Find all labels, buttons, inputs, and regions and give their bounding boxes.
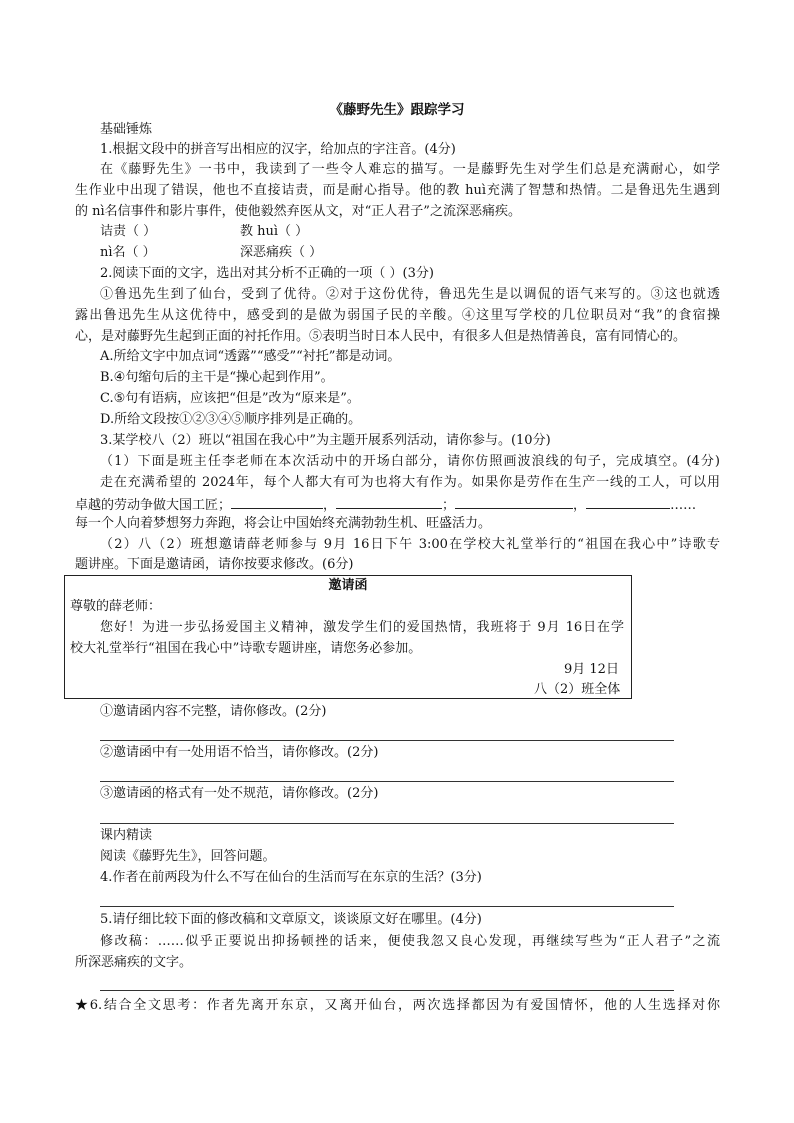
- answer-line-3[interactable]: [100, 823, 674, 824]
- q2-option-c: C.⑤句有语病，应该把“但是”改为“原来是”。: [100, 391, 360, 406]
- fill-blank-3[interactable]: [455, 494, 573, 509]
- answer-line-q5[interactable]: [100, 990, 674, 991]
- q1-passage-line-3: 的 nì名信事件和影片事件，使他毅然弃医从文，对“正人君子”之流深恶痛疾。: [75, 204, 521, 219]
- fill-blank-2[interactable]: [336, 494, 442, 509]
- letter-signer: 八（2）班全体: [534, 682, 621, 697]
- q1-answer-niming: nì名（ ）: [100, 245, 156, 260]
- q6-stem: ★6.结合全文思考：作者先离开东京，又离开仙台，两次选择都因为有爱国情怀，他的人生选择对你: [75, 998, 720, 1013]
- letter-body-line-2: 校大礼堂举行“祖国在我心中”诗歌专题讲座，请您务必参加。: [70, 641, 422, 656]
- q2-passage-line-3: 心，是对藤野先生起到正面的衬托作用。⑤表明当时日本人民中，有很多人但是热情善良，富有同情心的。: [75, 329, 687, 344]
- fill-blank-1[interactable]: [231, 494, 323, 509]
- reading-intro: 阅读《藤野先生》，回答问题。: [100, 849, 276, 864]
- answer-line-2[interactable]: [100, 781, 674, 782]
- q5-stem: 5.请仔细比较下面的修改稿和文章原文，谈谈原文好在哪里。(4分): [100, 912, 482, 927]
- q1-passage-line-2: 生作业中出现了错误，他也不直接诘责，而是耐心指导。他的教 huì充满了智慧和热情。二是鲁迅先生遇到: [75, 183, 720, 198]
- q1-answer-jiaohui: 教 huì（ ）: [240, 224, 309, 239]
- q1-answer-jieze: 诘责（ ）: [100, 224, 157, 239]
- letter-salutation: 尊敬的薛老师：: [70, 599, 162, 614]
- q2-passage-line-2: 露出鲁迅先生从这优待中，感受到的是做为弱国子民的辛酸。④这里写学校的几位职员对“我”的食宿操: [75, 308, 720, 323]
- punct-semicolon: ；: [442, 498, 456, 513]
- punct-comma: ，: [323, 498, 337, 513]
- q1-answer-shenwutongji: 深恶痛疾（ ）: [240, 245, 323, 260]
- q1-passage-line-1: 在《藤野先生》一书中，我读到了一些令人难忘的描写。一是藤野先生对学生们总是充满耐心，如学: [100, 162, 720, 177]
- q2-option-a: A.所给文字中加点词“透露”“感受”“衬托”都是动词。: [100, 349, 401, 364]
- q2-option-b: B.④句缩句后的主干是“操心起到作用”。: [100, 370, 334, 385]
- fill-blank-4[interactable]: [586, 494, 670, 509]
- q3-opening-line-3: 每一个人向着梦想努力奔跑，将会让中国始终充满勃勃生机、旺盛活力。: [75, 516, 492, 531]
- q3-sub2-prompt-line-1: （2）八（2）班想邀请薛老师参与 9月 16日下午 3:00在学校大礼堂举行的“祖国在我心中”诗歌专: [100, 537, 720, 552]
- punct-comma: ，: [573, 498, 587, 513]
- q5-draft-line-1: 修改稿：……似乎正要说出抑扬顿挫的话来，便使我忽又良心发现，再继续写些为“正人君子”之流: [100, 934, 720, 949]
- q5-draft-line-2: 所深恶痛疾的文字。: [75, 955, 193, 970]
- letter-date: 9月 12日: [564, 662, 619, 677]
- answer-line-1[interactable]: [100, 740, 674, 741]
- q3-opening-line-2: [75, 494, 696, 516]
- q3-sub2-prompt-line-2: 题讲座。下面是邀请函，请你按要求修改。(6分): [75, 557, 354, 572]
- q4-stem: 4.作者在前两段为什么不写在仙台的生活而写在东京的生活？(3分): [100, 870, 482, 885]
- revise-prompt-1: ①邀请函内容不完整，请你修改。(2分): [100, 704, 327, 719]
- letter-body-line-1: 您好！为进一步弘扬爱国主义精神，激发学生们的爱国热情，我班将于 9月 16日在学: [100, 620, 624, 635]
- page-title: 《藤野先生》跟踪学习: [329, 102, 465, 118]
- section-heading-reading: 课内精读: [100, 828, 153, 843]
- q2-option-d: D.所给文段按①②③④⑤顺序排列是正确的。: [100, 412, 362, 427]
- q2-passage-line-1: ①鲁迅先生到了仙台，受到了优待。②对于这份优待，鲁迅先生是以调侃的语气来写的。③这也就透: [100, 287, 720, 302]
- q1-stem: 1.根据文段中的拼音写出相应的汉字，给加点的字注音。(4分): [100, 142, 456, 157]
- answer-line-q4[interactable]: [100, 906, 674, 907]
- punct-ellipsis: ……: [670, 498, 697, 513]
- q3-stem: 3.某学校八（2）班以“祖国在我心中”为主题开展系列活动，请你参与。(10分): [100, 433, 551, 448]
- q3-sub1-prompt: （1）下面是班主任李老师在本次活动中的开场白部分，请你仿照画波浪线的句子，完成填空。(4分): [100, 454, 720, 469]
- q3-opening-line-1: 走在充满希望的 2024年，每个人都大有可为也将大有作为。如果你是劳作在生产一线的工人，可以用: [100, 475, 720, 490]
- revise-prompt-2: ②邀请函中有一处用语不恰当，请你修改。(2分): [100, 745, 379, 760]
- q3-opening-text: 卓越的劳动争做大国工匠；: [75, 498, 232, 513]
- letter-heading: 邀请函: [328, 578, 368, 593]
- revise-prompt-3: ③邀请函的格式有一处不规范，请你修改。(2分): [100, 786, 379, 801]
- q2-stem: 2.阅读下面的文字，选出对其分析不正确的一项（ ）(3分): [100, 266, 434, 281]
- section-heading-basic: 基础锤炼: [100, 122, 153, 137]
